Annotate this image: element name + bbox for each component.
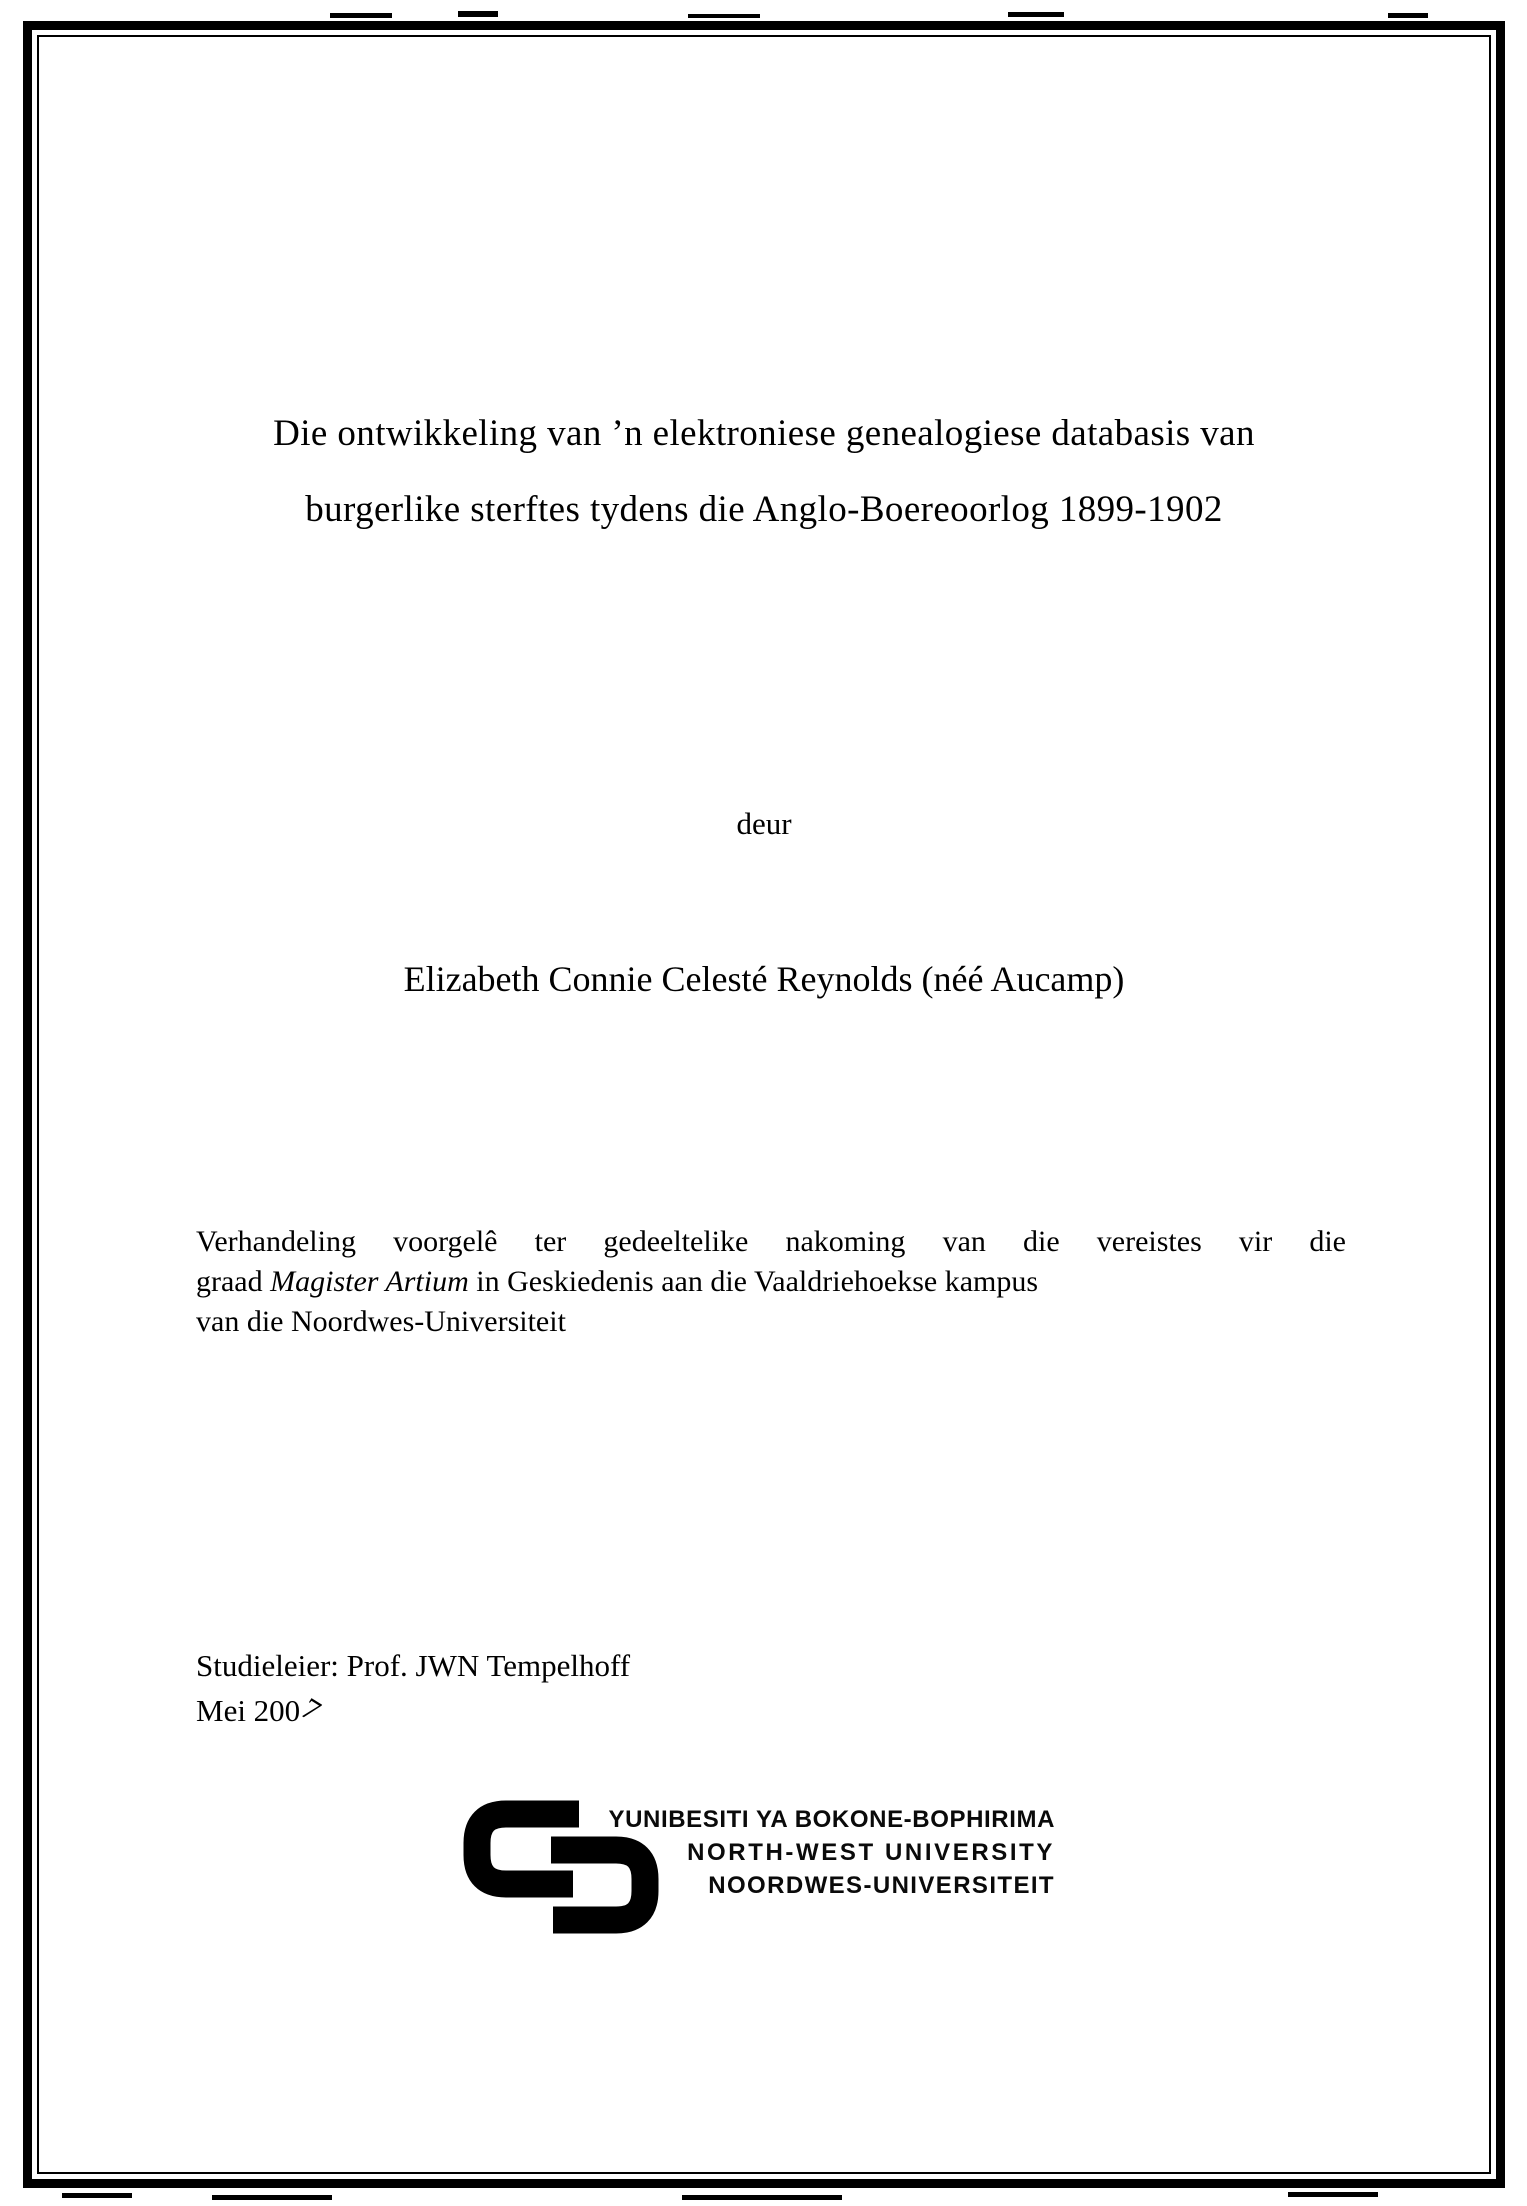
scan-artifact	[682, 2195, 842, 2200]
thesis-title-line-1: Die ontwikkeling van ’n elektroniese genealogiese databasis van	[273, 413, 1255, 454]
submission-line-3: van die Noordwes-Universiteit	[196, 1305, 566, 1338]
scan-artifact	[212, 2195, 332, 2200]
thesis-title	[23, 396, 1505, 548]
submission-line-2-pre: graad	[196, 1265, 271, 1298]
scan-artifact	[458, 11, 498, 17]
degree-name: Magister Artium	[270, 1265, 469, 1298]
author-name: Elizabeth Connie Celesté Reynolds (néé Aucamp)	[403, 959, 1125, 999]
submission-line-2	[196, 1262, 1346, 1302]
university-name-afrikaans: NOORDWES-UNIVERSITEIT	[708, 1872, 1055, 1899]
university-name-english: NORTH-WEST UNIVERSITY	[687, 1839, 1055, 1866]
submission-statement	[196, 1222, 1346, 1342]
university-wordmark	[585, 1803, 1055, 1902]
scan-artifact	[1288, 2192, 1378, 2197]
submission-line-1: Verhandeling voorgelê ter gedeeltelike nakoming van die vereistes vir die	[196, 1225, 1346, 1258]
scan-artifact	[688, 14, 760, 18]
date-line	[196, 1688, 630, 1733]
university-name-setswana: YUNIBESITI YA BOKONE-BOPHIRIMA	[608, 1806, 1055, 1833]
scan-artifact	[330, 13, 392, 18]
scan-artifact	[1388, 13, 1428, 18]
scan-artifact	[1008, 12, 1064, 17]
scan-artifact	[62, 2193, 132, 2198]
supervisor-line: Studieleier: Prof. JWN Tempelhoff	[196, 1648, 631, 1683]
byline-deur: deur	[736, 806, 792, 841]
date-prefix: Mei 200	[196, 1693, 301, 1728]
date-digit: 7	[295, 1690, 328, 1729]
thesis-title-line-2: burgerlike sterftes tydens die Anglo-Boereoorlog 1899-1902	[305, 489, 1223, 530]
supervisor-block	[196, 1643, 630, 1733]
submission-line-2-post: in Geskiedenis aan die Vaaldriehoekse kampus	[468, 1265, 1039, 1298]
